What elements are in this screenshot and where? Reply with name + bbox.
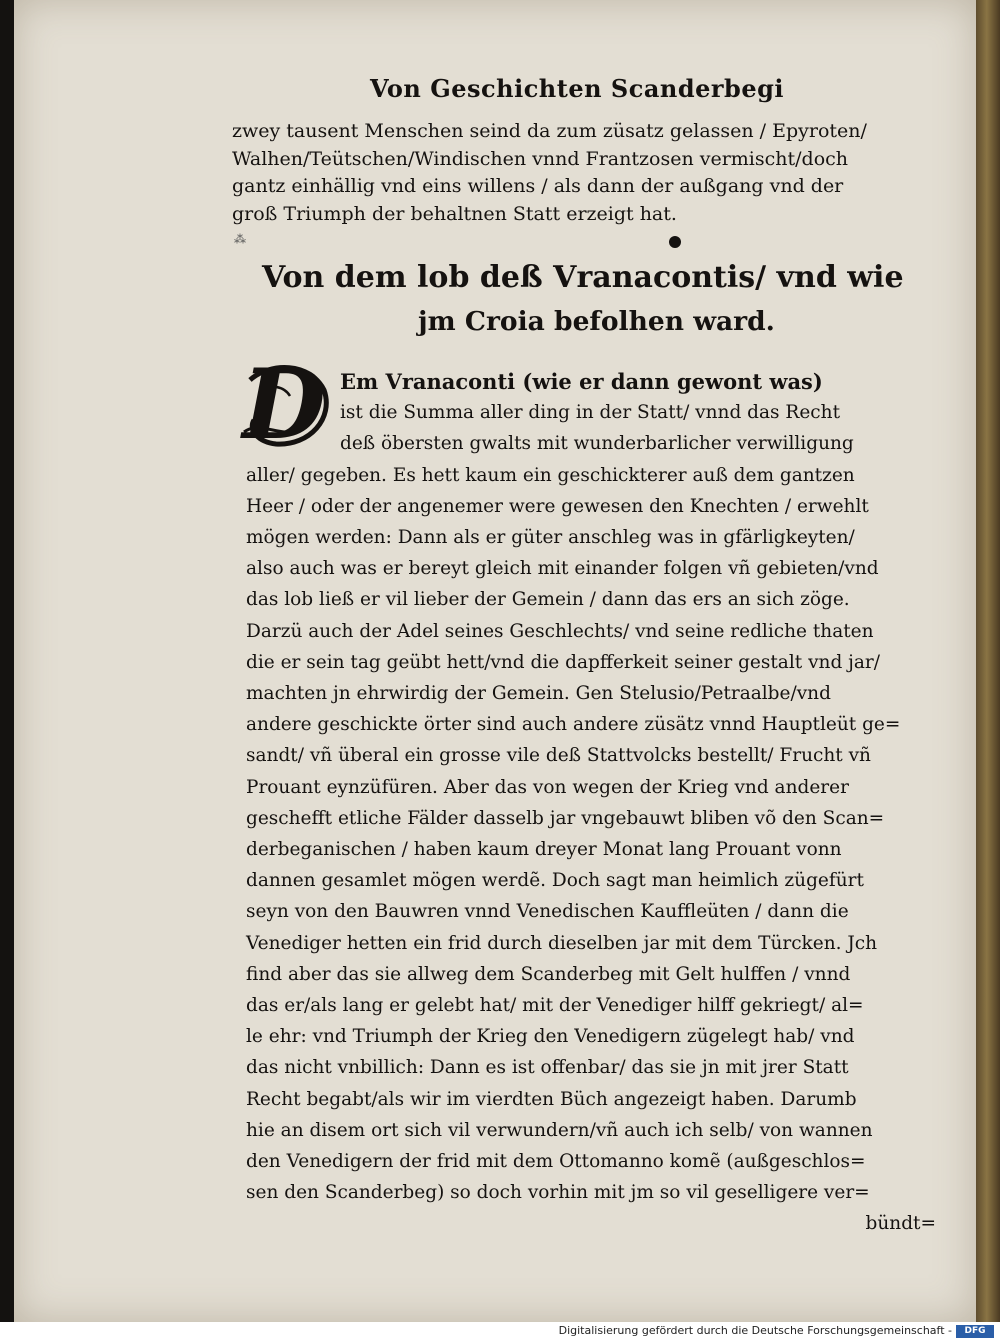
text-line: ist die Summa aller ding in der Statt/ vnnd das Recht: [340, 402, 841, 424]
text-line: aller/ gegeben. Es hett kaum ein geschickterer auß dem gantzen: [246, 464, 855, 486]
text-line: deß öbersten gwalts mit wunderbarlicher verwilligung: [340, 433, 854, 455]
text-line: gantz einhällig vnd eins willens / als dann der außgang vnd der: [232, 175, 844, 197]
text-line: andere geschickte örter sind auch andere züsätz vnnd Hauptleüt ge=: [246, 714, 901, 736]
text-line: den Venedigern der frid mit dem Ottomanno komẽ (außgeschlos=: [246, 1151, 866, 1173]
text-line: Heer / oder der angenemer were gewesen den Knechten / erwehlt: [246, 495, 869, 517]
text-line: groß Triumph der behaltnen Statt erzeigt hat.: [232, 202, 677, 225]
text-line: seyn von den Bauwren vnnd Venedischen Kauffleüten / dann die: [246, 901, 849, 923]
funding-credit[interactable]: Digitalisierung gefördert durch die Deutsche Forschungsgemeinschaft -: [558, 1324, 952, 1337]
dfg-logo[interactable]: DFG: [956, 1325, 994, 1338]
text-line: derbeganischen / haben kaum dreyer Monat lang Prouant vonn: [246, 839, 842, 861]
section-bullet-ornament: [669, 236, 681, 248]
body-paragraph: [246, 366, 936, 1240]
text-line: das nicht vnbillich: Dann es ist offenbar/ das sie jn mit jrer Statt: [246, 1057, 849, 1079]
text-line: das lob ließ er vil lieber der Gemein / dann das ers an sich zöge.: [246, 589, 850, 611]
text-line: le ehr: vnd Triumph der Krieg den Venedigern zügelegt hab/ vnd: [246, 1026, 855, 1048]
text-line: sandt/ vñ überal ein grosse vile deß Stattvolcks bestellt/ Frucht vñ: [246, 745, 871, 767]
catchword: bündt=: [865, 1213, 936, 1235]
margin-mark: ⁂: [234, 232, 246, 246]
text-line: zwey tausent Menschen seind da zum züsatz gelassen / Epyroten/: [232, 120, 867, 142]
text-line: Recht begabt/als wir im vierdten Büch angezeigt haben. Darumb: [246, 1088, 857, 1110]
text-line: find aber das sie allweg dem Scanderbeg mit Gelt hulffen / vnnd: [246, 963, 851, 985]
text-line: Prouant eynzüfüren. Aber das von wegen der Krieg vnd anderer: [246, 776, 849, 798]
text-line: machten jn ehrwirdig der Gemein. Gen Stelusio/Petraalbe/vnd: [246, 683, 831, 705]
text-line: die er sein tag geübt hett/vnd die dapfferkeit seiner gestalt vnd jar/: [246, 651, 881, 673]
book-fore-edge: [976, 0, 1000, 1322]
initial-letter: D: [242, 348, 326, 461]
running-head: Von Geschichten Scanderbegi: [370, 74, 784, 103]
text-line: also auch was er bereyt gleich mit einander folgen vñ gebieten/vnd: [246, 558, 879, 580]
text-line: mögen werden: Dann als er güter anschleg was in gfärligkeyten/: [246, 527, 855, 549]
text-line: Darzü auch der Adel seines Geschlechts/ vnd seine redliche thaten: [246, 620, 874, 642]
chapter-heading-line-1: Von dem lob deß Vranacontis/ vnd wie: [262, 260, 904, 295]
text-line: Venediger hetten ein frid durch dieselben jar mit dem Türcken. Jch: [246, 932, 878, 954]
text-line: das er/als lang er gelebt hat/ mit der Venediger hilff gekriegt/ al=: [246, 995, 864, 1017]
intro-paragraph: [232, 118, 932, 228]
text-line: Walhen/Teütschen/Windischen vnnd Frantzosen vermischt/doch: [232, 147, 849, 170]
text-line: dannen gesamlet mögen werdẽ. Doch sagt man heimlich zügefürt: [246, 870, 864, 892]
text-line: sen den Scanderbeg) so doch vorhin mit jm so vil geselligere ver=: [246, 1182, 870, 1204]
text-line: geschefft etliche Fälder dasselb jar vngebauwt bliben võ den Scan=: [246, 807, 885, 829]
text-line: Em Vranaconti (wie er dann gewont was): [340, 369, 823, 394]
chapter-heading-line-2: jm Croia befolhen ward.: [418, 306, 775, 337]
text-line: hie an disem ort sich vil verwundern/vñ auch ich selb/ von wannen: [246, 1119, 873, 1141]
